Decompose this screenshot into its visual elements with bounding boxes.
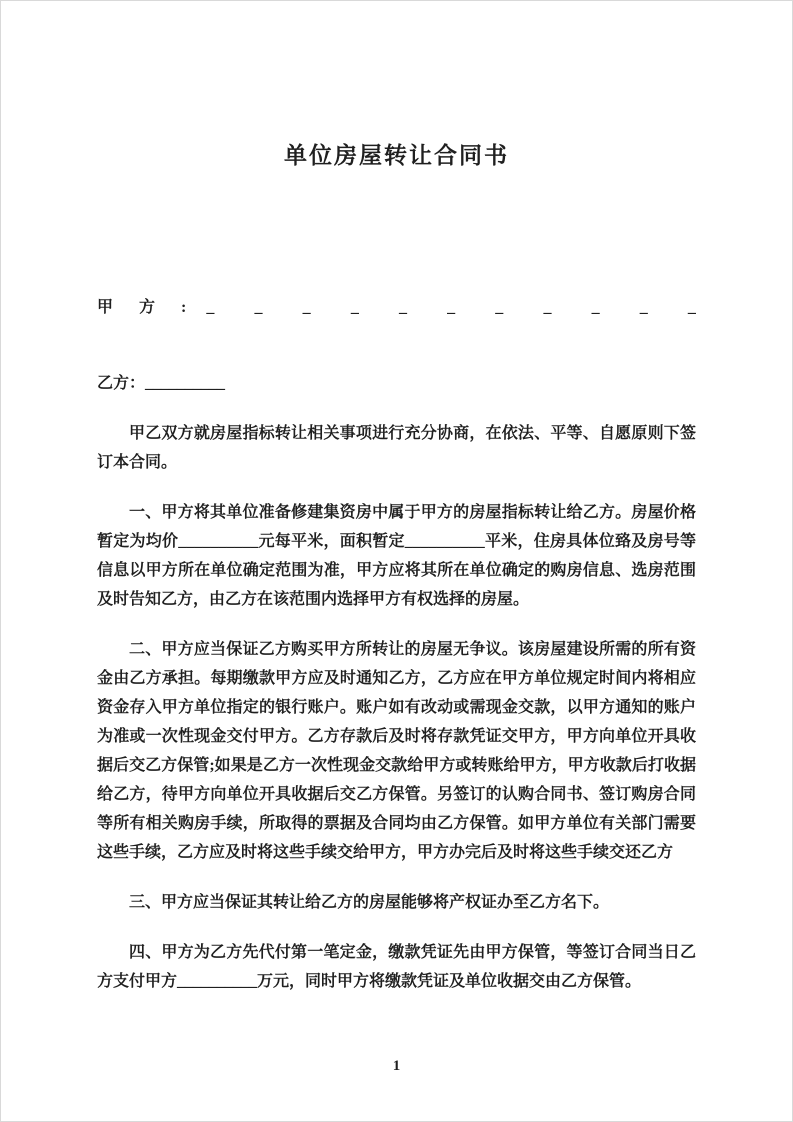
blank-underscore: _ <box>687 299 696 316</box>
clause-3-paragraph: 三、甲方应当保证其转让给乙方的房屋能够将产权证办至乙方名下。 <box>129 894 610 911</box>
page-number: 1 <box>392 1058 401 1074</box>
clause-4-paragraph: 四、甲方为乙方先代付第一笔定金，缴款凭证先由甲方保管，等签订合同当日乙方支付甲方__________万元，同时甲方将缴款凭证及单位收据交由乙方保管。 <box>97 944 696 990</box>
blank-underscore: _ <box>495 299 504 316</box>
clause-1-paragraph: 一、甲方将其单位准备修建集资房中属于甲方的房屋指标转让给乙方。房屋价格暂定为均价__________元每平米，面积暂定__________平米，住房具体位臵及房号等信息以甲方所在单位确定范围为准，甲方应将其所在单位确定的购房信息、选房范围及时告知乙方，由乙方在该范围内选择甲方有权选择的房屋。 <box>97 504 696 608</box>
party-a-label-char-1: 甲 <box>97 299 114 316</box>
intro-paragraph: 甲乙双方就房屋指标转让相关事项进行充分协商，在依法、平等、自愿原则下签订本合同。 <box>97 425 696 471</box>
blank-underscore: _ <box>350 299 359 316</box>
blank-underscore: _ <box>206 299 215 316</box>
blank-underscore: _ <box>302 299 311 316</box>
blank-underscore: _ <box>543 299 552 316</box>
party-a-label-char-2: 方 <box>139 299 156 316</box>
blank-underscore: _ <box>639 299 648 316</box>
party-a-colon: : <box>181 299 187 316</box>
document-content <box>1 141 792 996</box>
clause-2-paragraph: 二、甲方应当保证乙方购买甲方所转让的房屋无争议。该房屋建设所需的所有资金由乙方承担。每期缴款甲方应及时通知乙方，乙方应在甲方单位规定时间内将相应资金存入甲方单位指定的银行账户。账户如有改动或需现金交款，以甲方通知的账户为准或一次性现金交付甲方。乙方存款后及时将存款凭证交甲方，甲方向单位开具收据后交乙方保管;如果是乙方一次性现金交款给甲方或转账给甲方，甲方收款后打收据给乙方，待甲方向单位开具收据后交乙方保管。另签订的认购合同书、签订购房合同等所有相关购房手续，所取得的票据及合同均由乙方保管。如甲方单位有关部门需要这些手续，乙方应及时将这些手续交给甲方，甲方办完后及时将这些手续交还乙方 <box>97 641 696 861</box>
blank-underscore: _ <box>591 299 600 316</box>
blank-underscore: _ <box>254 299 263 316</box>
document-title: 单位房屋转让合同书 <box>284 143 509 168</box>
blank-underscore: _ <box>447 299 456 316</box>
party-b-line: 乙方：__________ <box>97 375 226 392</box>
party-a-blank-underscores <box>206 293 696 322</box>
blank-underscore: _ <box>398 299 407 316</box>
party-a-line <box>97 293 696 322</box>
